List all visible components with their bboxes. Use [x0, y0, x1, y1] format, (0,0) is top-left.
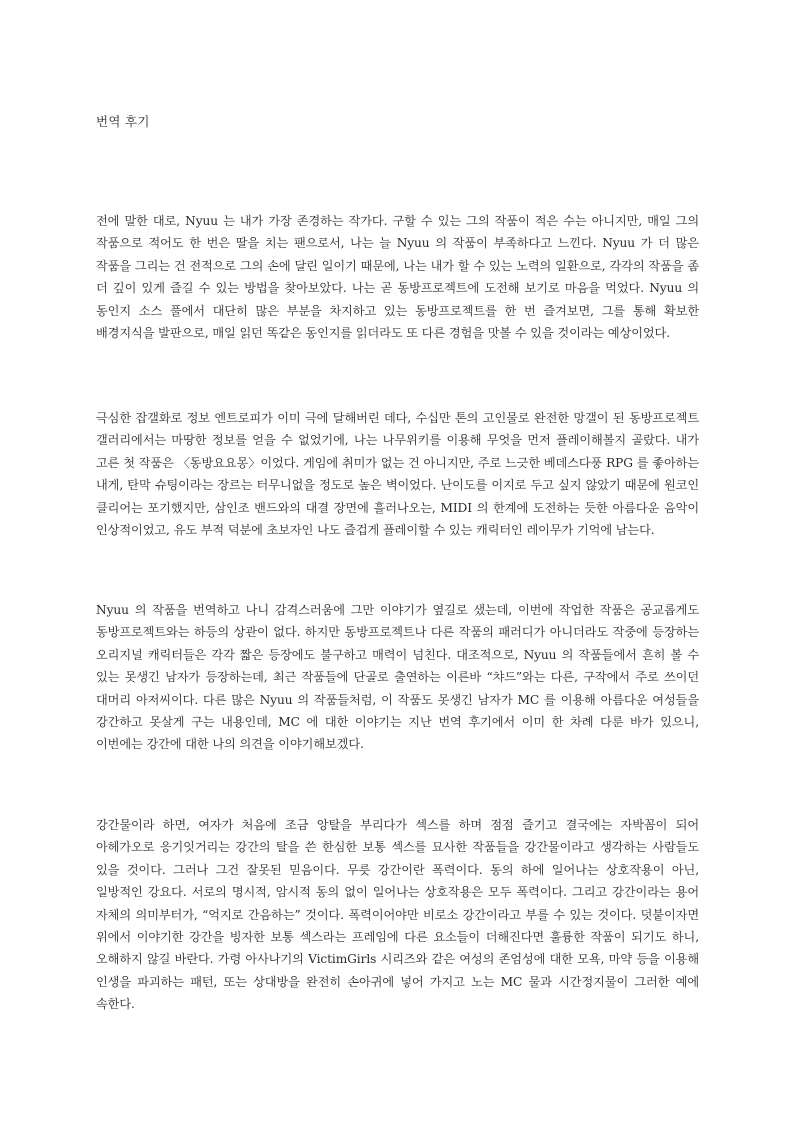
paragraph-1: 전에 말한 대로, Nyuu 는 내가 가장 존경하는 작가다. 구할 수 있는 그의 작품이 적은 수는 아니지만, 매일 그의 작품으로 적어도 한 번은 딸을 치는 팬으로서, 나는 늘 Nyuu 의 작품이 부족하다고 느낀다. Nyuu 가 더 많은 작품을 그리는 건 전적으로 그의 손에 달린 일이기 때문에, 나는 내가 할 수 있는 노력의 일환으로, 각각의 작품을 좀 더 깊이 있게 즐길 수 있는 방법을 찾아보았다. 나는 곧 동방프로젝트에 도전해 보기로 마음을 먹었다. Nyuu 의 동인지 소스 풀에서 대단히 많은 부분을 차지하고 있는 동방프로젝트를 한 번 즐겨보면, 그를 통해 확보한 배경지식을 발판으로, 매일 읽던 똑같은 동인지를 읽더라도 또 다른 경험을 맛볼 수 있을 것이라는 예상이었다.	[96, 214, 699, 341]
paragraph-3: Nyuu 의 작품을 번역하고 나니 감격스러움에 그만 이야기가 옆길로 샜는데, 이번에 작업한 작품은 공교롭게도 동방프로젝트와는 하등의 상관이 없다. 하지만 동방프로젝트나 다른 작품의 패러디가 아니더라도 작중에 등장하는 오리지널 캐릭터들은 각각 짧은 등장에도 불구하고 매력이 넘친다. 대조적으로, Nyuu 의 작품들에서 흔히 볼 수 있는 못생긴 남자가 등장하는데, 최근 작품들에 단골로 출연하는 이른바 “챠드”와는 다른, 구작에서 주로 쓰이던 대머리 아저씨이다. 다른 많은 Nyuu 의 작품들처럼, 이 작품도 못생긴 남자가 MC 를 이용해 아름다운 여성들을 강간하고 못살게 구는 내용인데, MC 에 대한 이야기는 지난 번역 후기에서 이미 한 차례 다룬 바가 있으니, 이번에는 강간에 대한 나의 의견을 이야기해보겠다.	[96, 603, 699, 752]
document-title: 번역 후기	[96, 114, 150, 129]
paragraph-2: 극심한 잡갤화로 정보 엔트로피가 이미 극에 달해버린 데다, 수십만 톤의 고인물로 완전한 망갤이 된 동방프로젝트 갤러리에서는 마땅한 정보를 얻을 수 없었기에, 나는 나무위키를 이용해 무엇을 먼저 플레이해볼지 골랐다. 내가 고른 첫 작품은 〈동방요요몽〉이었다. 게임에 취미가 없는 건 아니지만, 주로 느긋한 베데스다풍 RPG 를 좋아하는 내게, 탄막 슈팅이라는 장르는 터무니없을 정도로 높은 벽이었다. 난이도를 이지로 두고 싶지 않았기 때문에 원코인 클리어는 포기했지만, 삼인조 밴드와의 대결 장면에 흘러나오는, MIDI 의 한계에 도전하는 듯한 아름다운 음악이 인상적이었고, 유도 부적 덕분에 초보자인 나도 즐겁게 플레이할 수 있는 캐릭터인 레이무가 기억에 남는다.	[96, 411, 699, 538]
paragraph-4: 강간물이라 하면, 여자가 처음에 조금 앙탈을 부리다가 섹스를 하며 점점 즐기고 결국에는 자박꼼이 되어 아헤가오로 응기잇거리는 강간의 탈을 쓴 한심한 보통 섹스를 묘사한 작품들을 강간물이라고 생각하는 사람들도 있을 것이다. 그러나 그건 잘못된 믿음이다. 무릇 강간이란 폭력이다. 동의 하에 일어나는 상호작용이 아닌, 일방적인 강요다. 서로의 명시적, 암시적 동의 없이 일어나는 상호작용은 모두 폭력이다. 그리고 강간이라는 용어 자체의 의미부터가, “억지로 간음하는” 것이다. 폭력이어야만 비로소 강간이라고 부를 수 있는 것이다. 덧붙이자면 위에서 이야기한 강간을 빙자한 보통 섹스라는 프레임에 다른 요소들이 더해진다면 훌륭한 작품이 되기도 하니, 오해하지 않길 바란다. 가령 아사나기의 VictimGirls 시리즈와 같은 여성의 존엄성에 대한 모욕, 마약 등을 이용해 인생을 파괴하는 패턴, 또는 상대방을 완전히 손아귀에 넣어 가지고 노는 MC 물과 시간정지물이 그러한 예에 속한다.	[96, 818, 699, 1012]
